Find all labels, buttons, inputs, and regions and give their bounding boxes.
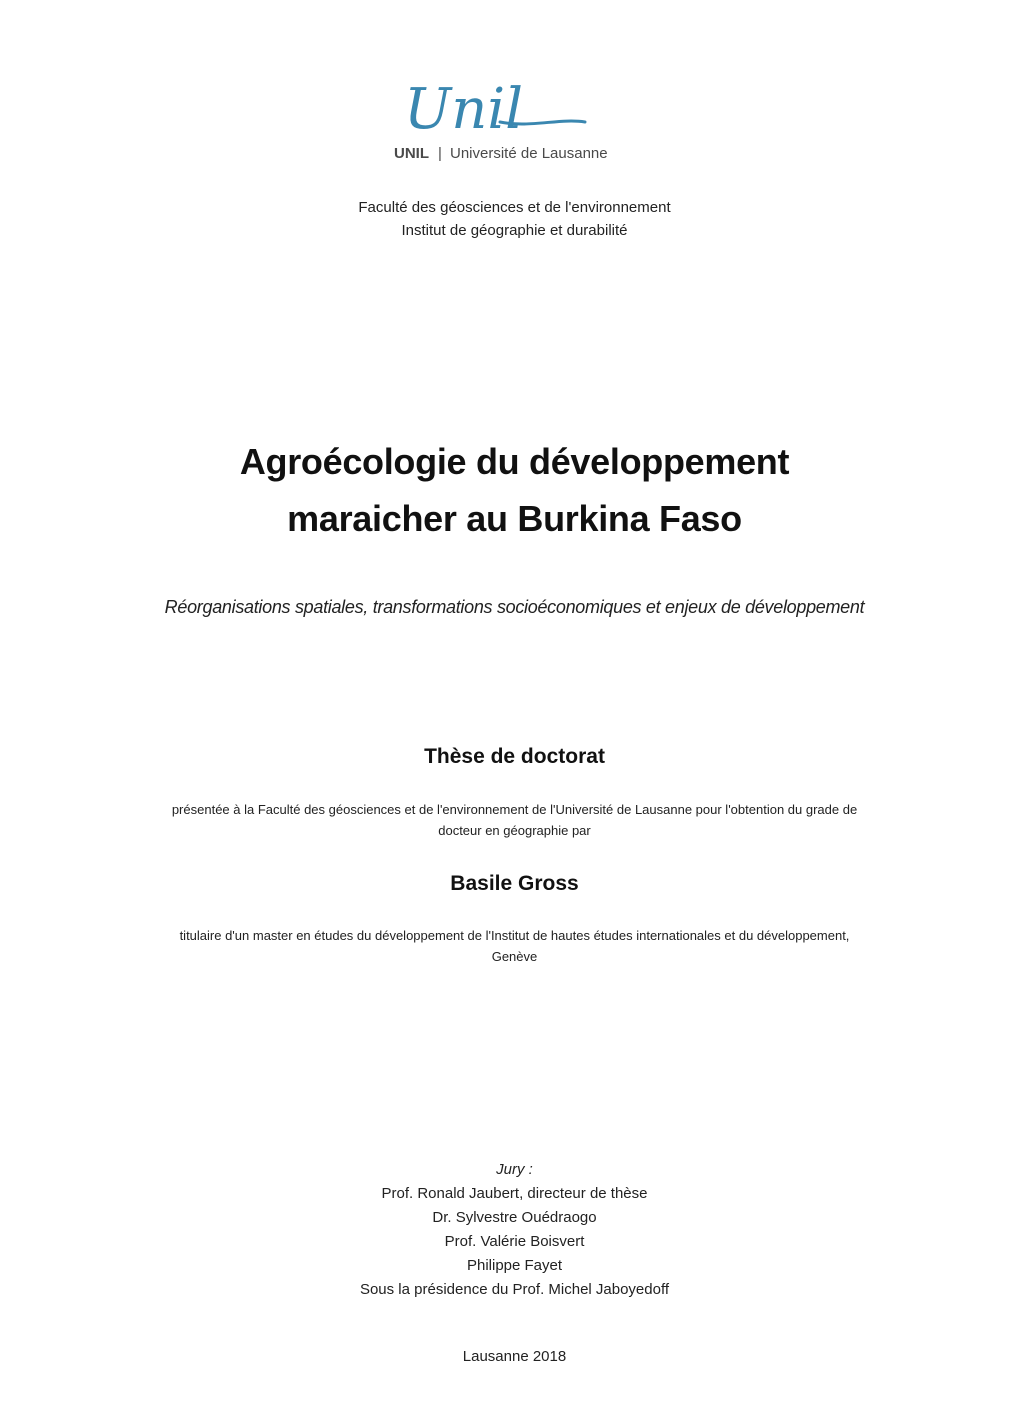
thesis-type-heading: Thèse de doctorat: [424, 745, 605, 768]
unil-caption-name: Université de Lausanne: [450, 145, 608, 162]
jury-president: Sous la présidence du Prof. Michel Jaboyedoff: [359, 1281, 670, 1298]
unil-logo: [380, 70, 650, 170]
author-name: Basile Gross: [450, 872, 579, 895]
jury-member: Dr. Sylvestre Ouédraogo: [432, 1209, 597, 1226]
thesis-title-line-1: Agroécologie du développement: [239, 441, 790, 482]
unil-caption-separator: |: [438, 145, 442, 162]
unil-logo-graphic: [380, 70, 650, 170]
faculty-block: [0, 196, 1029, 242]
thesis-title-line-2: maraicher au Burkina Faso: [287, 498, 742, 539]
institute-name: Institut de géographie et durabilité: [401, 222, 628, 239]
faculty-name: Faculté des géosciences et de l'environnement: [358, 199, 671, 216]
jury-member: Prof. Ronald Jaubert, directeur de thèse: [381, 1185, 648, 1202]
unil-caption-bold: UNIL: [394, 145, 429, 162]
unil-script-wordmark: Unil: [404, 77, 524, 142]
credentials-line-2: Genève: [491, 949, 538, 964]
place-and-date: Lausanne 2018: [462, 1348, 567, 1365]
jury-label: Jury :: [496, 1161, 533, 1178]
credentials-line-1: titulaire d'un master en études du développement de l'Institut de hautes études internationales et du développement,: [179, 928, 850, 943]
jury-block: [0, 1158, 1029, 1302]
presentation-line-1: présentée à la Faculté des géosciences et de l'environnement de l'Université de Lausanne pour l'obtention du grade de: [171, 802, 858, 817]
author-credentials: [170, 925, 859, 967]
jury-member: Philippe Fayet: [466, 1257, 563, 1274]
jury-member: Prof. Valérie Boisvert: [444, 1233, 585, 1250]
thesis-subtitle: Réorganisations spatiales, transformations socioéconomiques et enjeux de développement: [164, 597, 865, 617]
thesis-title: [0, 433, 1029, 547]
presentation-statement: [170, 799, 859, 841]
presentation-line-2: docteur en géographie par: [438, 823, 591, 838]
